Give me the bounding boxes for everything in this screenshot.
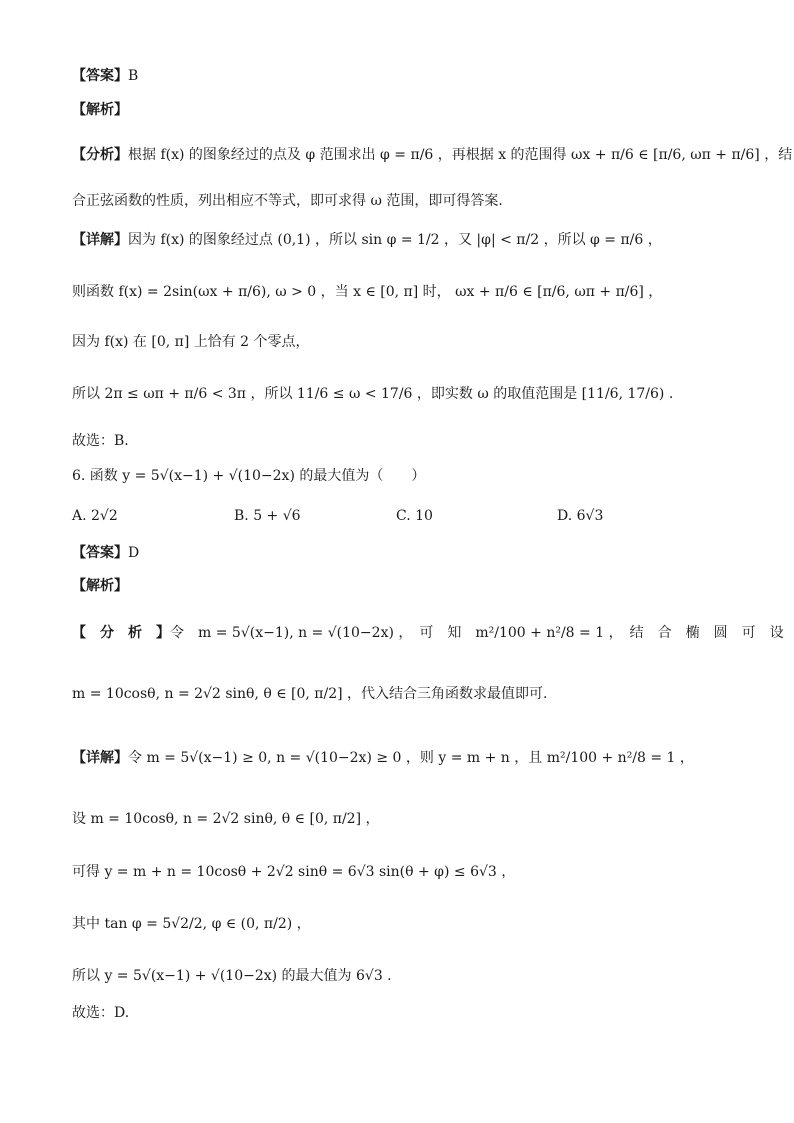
answer-label: 【答案】: [72, 68, 128, 84]
q5-xiangjie-line2: 则函数 f(x) = 2sin(ωx + π/6), ω > 0 ，当 x ∈ [0, π] 时， ωx + π/6 ∈ [π/6, ωπ + π/6] ，: [72, 284, 663, 300]
answer-label: 【答案】: [72, 545, 128, 561]
q6-fenxi-line1: [72, 623, 784, 643]
q6-option-a: A. 2√2: [72, 508, 118, 524]
q6-analysis-label: 【解析】: [72, 578, 128, 594]
q5-analysis-label: 【解析】: [72, 102, 128, 118]
q6-xiangjie-line2: 设 m = 10cosθ, n = 2√2 sinθ, θ ∈ [0, π/2] ，: [72, 811, 380, 827]
q5-xiangjie-line3: 因为 f(x) 在 [0, π] 上恰有 2 个零点，: [72, 334, 310, 350]
q6-xiangjie-line4: 其中 tan φ = 5√2/2, φ ∈ (0, π/2) ，: [72, 916, 311, 932]
q5-xiangjie-line4: 所以 2π ≤ ωπ + π/6 < 3π ，所以 11/6 ≤ ω < 17/6 ，即实数 ω 的取值范围是 [11/6, 17/6) .: [72, 386, 674, 402]
q6-option-b: B. 5 + √6: [234, 508, 301, 524]
fenxi-label: 【 分 析 】: [72, 625, 170, 641]
q5-answer: [72, 66, 138, 86]
q6-xiangjie-line6: 故选：D.: [72, 1005, 130, 1021]
xiangjie-label: 【详解】: [72, 750, 128, 766]
answer-value: D: [128, 545, 140, 561]
q5-xiangjie-line5: 故选：B.: [72, 433, 129, 449]
q6-answer: [72, 543, 139, 563]
q6-xiangjie-line1: [72, 748, 694, 768]
xiangjie-text: 因为 f(x) 的图象经过点 (0,1) ，所以 sin φ = 1/2 ，又 |φ| < π/2 ，所以 φ = π/6 ，: [128, 232, 662, 248]
q6-option-d: D. 6√3: [557, 508, 604, 524]
q5-fenxi-line2: 合正弦函数的性质，列出相应不等式，即可求得 ω 范围，即可得答案.: [72, 193, 503, 209]
xiangjie-label: 【详解】: [72, 232, 128, 248]
q5-xiangjie-line1: [72, 230, 662, 250]
q6-stem: 6. 函数 y = 5√(x−1) + √(10−2x) 的最大值为（ ）: [72, 468, 426, 484]
q6-fenxi-line2: m = 10cosθ, n = 2√2 sinθ, θ ∈ [0, π/2] ，代入结合三角函数求最值即可.: [72, 686, 548, 702]
q6-xiangjie-line5: 所以 y = 5√(x−1) + √(10−2x) 的最大值为 6√3 .: [72, 968, 392, 984]
q6-xiangjie-line3: 可得 y = m + n = 10cosθ + 2√2 sinθ = 6√3 sin(θ + φ) ≤ 6√3 ，: [72, 864, 516, 880]
fenxi-text: 令 m = 5√(x−1), n = √(10−2x) ， 可 知 m²/100 + n²/8 = 1 ， 结 合 椭 圆 可 设: [170, 625, 784, 641]
xiangjie-text: 令 m = 5√(x−1) ≥ 0, n = √(10−2x) ≥ 0 ，则 y = m + n ，且 m²/100 + n²/8 = 1 ，: [128, 750, 694, 766]
fenxi-text: 根据 f(x) 的图象经过的点及 φ 范围求出 φ = π/6 ，再根据 x 的范围得 ωx + π/6 ∈ [π/6, ωπ + π/6] ，结: [128, 147, 793, 163]
answer-value: B: [128, 68, 139, 84]
q6-option-c: C. 10: [396, 508, 433, 524]
fenxi-label: 【分析】: [72, 147, 128, 163]
q5-fenxi-line1: [72, 145, 792, 165]
